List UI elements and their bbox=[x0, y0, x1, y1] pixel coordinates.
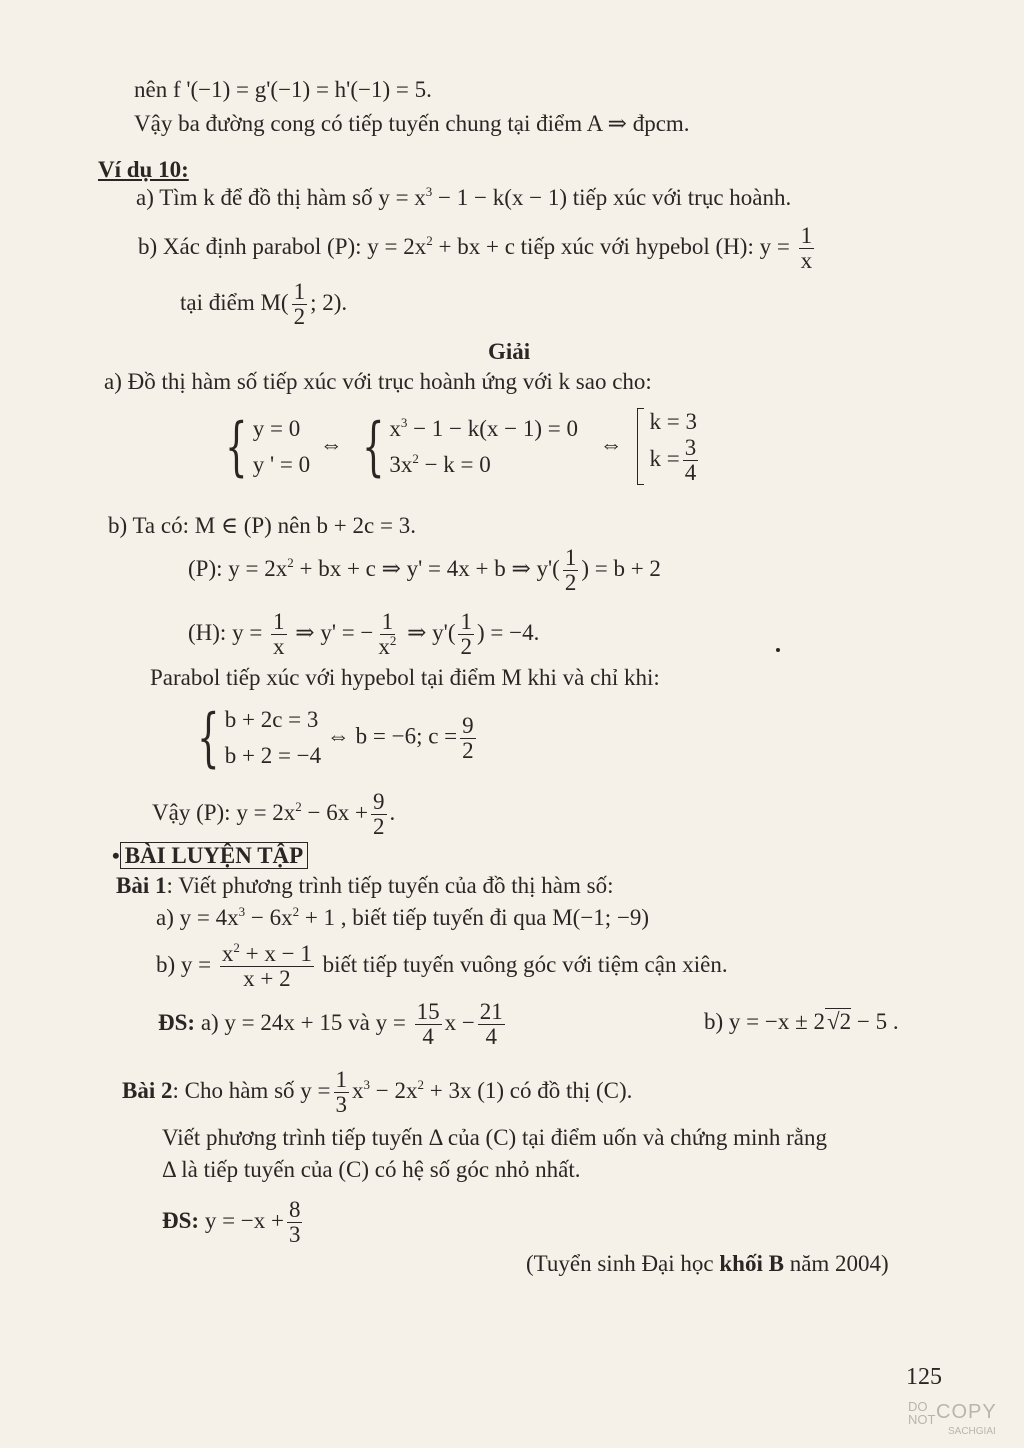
system-1: { y = 0 y ' = 0 bbox=[225, 409, 311, 484]
stray-dot bbox=[776, 648, 780, 652]
example-part-b: b) Xác định parabol (P): $y = 2x^2$ + bx + c tiếp xúc với hypebol (H): y = $\frac{1}{x}$ bbox=[138, 223, 813, 273]
page-number: 125 bbox=[906, 1364, 942, 1390]
fraction: $\frac{1}{x}$ bbox=[800, 223, 813, 273]
practice-bai2: Bài 2: Cho hàm số y = $\frac{1}{3}$ $x^3 - 2x^2 + 3x$ (1) có đồ thị (C). bbox=[122, 1067, 633, 1117]
watermark-text-1: DO NOT bbox=[908, 1399, 936, 1427]
practice-heading: • BÀI LUYỆN TẬP bbox=[112, 842, 308, 870]
system-3: k = 3 k = $\frac{3}{4}$ bbox=[637, 408, 702, 485]
solution-a-systems: { y = 0 y ' = 0 ⇔ { $x^3 - 1 - k(x - 1) = 0$ $3x^2 - k = 0$ ⇔ k = 3 k = $\frac{3}{4}$ bbox=[216, 408, 701, 485]
intro-line-2: Vậy ba đường cong có tiếp tuyến chung tại điểm A ⇒ đpcm. bbox=[134, 111, 690, 136]
solution-h-line: (H): y = $\frac{1}{x}$ ⇒ y' = − $\frac{1}{x^2}$ ⇒ y'( $\frac{1}{2}$ ) = −4. bbox=[188, 609, 540, 659]
solution-system-4: { b + 2c = 3 b + 2 = −4 ⇔ b = −6; c = $\frac{9}{2}$ bbox=[197, 701, 474, 775]
practice-bai1-answer: ĐS: a) y = 24x + 15 và y = $\frac{15}{4}$ x − $\frac{21}{4}$ bbox=[158, 999, 503, 1049]
practice-bai1-b: b) y = $\frac{x^2 + x - 1}{x + 2}$ biết tiếp tuyến vuông góc với tiệm cận xiên. bbox=[156, 940, 728, 991]
solution-condition: Parabol tiếp xúc với hypebol tại điểm M khi và chỉ khi: bbox=[150, 665, 660, 690]
practice-bai2-answer: ĐS: y = −x + $\frac{8}{3}$ bbox=[162, 1197, 301, 1247]
watermark-text-2: COPY bbox=[936, 1401, 997, 1423]
system-2: { $x^3 - 1 - k(x - 1) = 0$ $3x^2 - k = 0$ bbox=[361, 409, 579, 484]
intro-line-1: nên f '(−1) = g'(−1) = h'(−1) = 5. bbox=[134, 77, 432, 102]
example-title: Ví dụ 10: bbox=[98, 157, 189, 182]
practice-bai1: Bài 1: Viết phương trình tiếp tuyến của đồ thị hàm số: bbox=[116, 873, 614, 898]
solution-final: Vậy (P): $y = 2x^2 - 6x$ + $\frac{9}{2}$ . bbox=[152, 789, 396, 839]
solution-a-intro: a) Đồ thị hàm số tiếp xúc với trục hoành ứng với k sao cho: bbox=[104, 369, 652, 394]
example-part-b-point: tại điểm M( $\frac{1}{2}$ ; 2). bbox=[180, 279, 348, 329]
source-citation: (Tuyển sinh Đại học khối B năm 2004) bbox=[526, 1251, 889, 1276]
practice-bai2-line2: Viết phương trình tiếp tuyến Δ của (C) tại điểm uốn và chứng minh rằng bbox=[162, 1125, 827, 1150]
watermark-text-3: SACHGIAI bbox=[948, 1426, 996, 1437]
solution-p-line: (P): $y = 2x^2$ + bx + c ⇒ y' = 4x + b ⇒ y'( $\frac{1}{2}$ ) = b + 2 bbox=[188, 545, 661, 595]
sqrt-symbol: √2 bbox=[826, 1009, 852, 1034]
solution-b-intro: b) Ta có: M ∈ (P) nên b + 2c = 3. bbox=[108, 513, 416, 538]
solution-heading: Giải bbox=[488, 339, 531, 364]
practice-bai1-answer-b: b) y = −x ± 2√2 − 5 . bbox=[704, 1009, 899, 1034]
practice-bai2-line3: Δ là tiếp tuyến của (C) có hệ số góc nhỏ nhất. bbox=[162, 1157, 581, 1182]
example-part-a: a) Tìm k để đồ thị hàm số $y = x^3 - 1 - k(x - 1)$ tiếp xúc với trục hoành. bbox=[136, 184, 792, 210]
watermark-logo bbox=[908, 1400, 1006, 1440]
practice-bai1-a: a) $y = 4x^3 - 6x^2 + 1$ , biết tiếp tuyến đi qua M(−1; −9) bbox=[156, 904, 650, 930]
